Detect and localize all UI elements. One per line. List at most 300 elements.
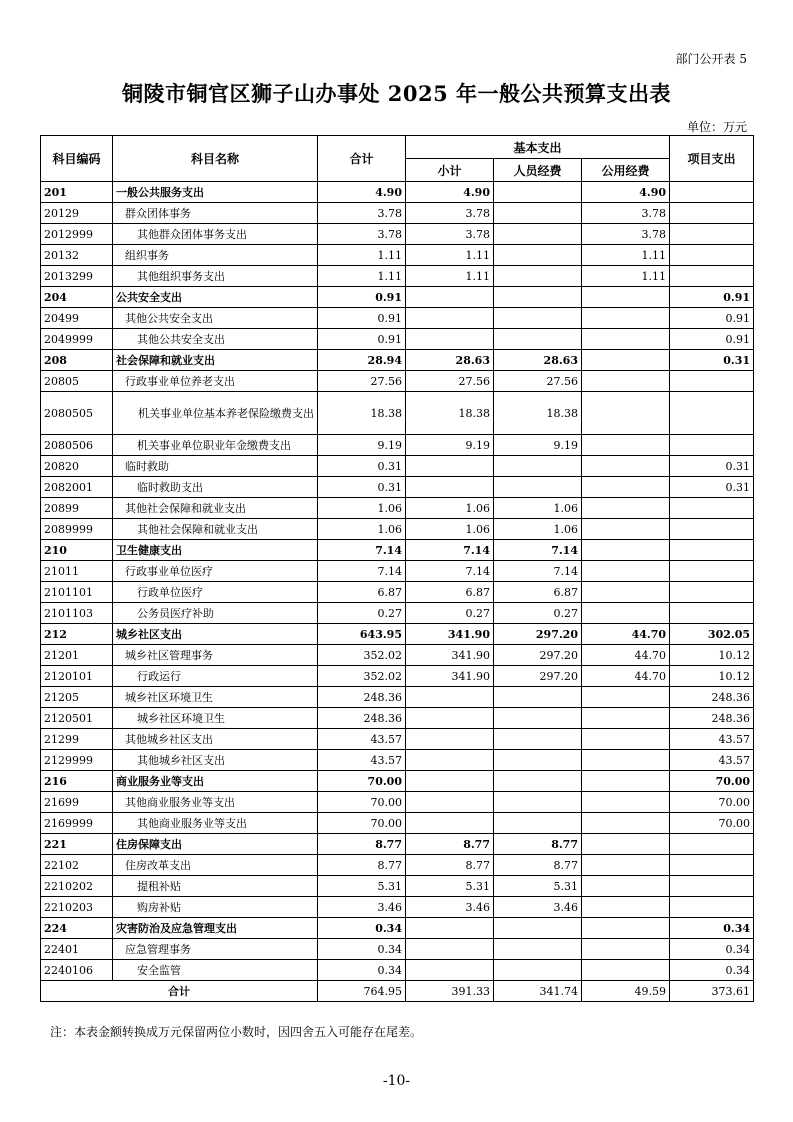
cell-name: 公共安全支出: [113, 287, 318, 308]
table-row: [41, 266, 754, 287]
col-code-header: 科目编码: [41, 136, 113, 182]
cell-project: [670, 603, 754, 624]
cell-code: 201: [41, 182, 113, 203]
cell-name: 其他组织事务支出: [113, 266, 318, 287]
cell-personnel: [494, 771, 582, 792]
cell-project: 0.91: [670, 308, 754, 329]
cell-public: [582, 582, 670, 603]
cell-public: [582, 750, 670, 771]
cell-project: 0.31: [670, 456, 754, 477]
cell-code: 224: [41, 918, 113, 939]
cell-subtotal: 341.90: [406, 645, 494, 666]
cell-project: 0.31: [670, 477, 754, 498]
col-total-header: 合计: [318, 136, 406, 182]
cell-subtotal: 341.90: [406, 624, 494, 645]
table-row: [41, 960, 754, 981]
table-row: [41, 203, 754, 224]
cell-project: 302.05: [670, 624, 754, 645]
cell-code: 20132: [41, 245, 113, 266]
cell-public: [582, 876, 670, 897]
cell-code: 2013299: [41, 266, 113, 287]
cell-code: 20805: [41, 371, 113, 392]
cell-subtotal: [406, 813, 494, 834]
cell-project: 0.91: [670, 287, 754, 308]
cell-subtotal: [406, 477, 494, 498]
cell-public: [582, 540, 670, 561]
cell-subtotal: 1.06: [406, 519, 494, 540]
cell-total: 0.34: [318, 960, 406, 981]
cell-personnel: [494, 939, 582, 960]
cell-code: 2210203: [41, 897, 113, 918]
cell-personnel: [494, 918, 582, 939]
cell-project: 70.00: [670, 792, 754, 813]
cell-total: 18.38: [318, 392, 406, 435]
total-project: 373.61: [670, 981, 754, 1002]
cell-subtotal: 9.19: [406, 435, 494, 456]
cell-code: 22102: [41, 855, 113, 876]
cell-name: 卫生健康支出: [113, 540, 318, 561]
table-row: [41, 771, 754, 792]
table-row: [41, 308, 754, 329]
cell-personnel: [494, 182, 582, 203]
cell-subtotal: 3.78: [406, 203, 494, 224]
cell-total: 8.77: [318, 834, 406, 855]
table-row: [41, 540, 754, 561]
cell-public: [582, 477, 670, 498]
table-row: [41, 897, 754, 918]
cell-subtotal: [406, 939, 494, 960]
cell-total: 1.06: [318, 498, 406, 519]
table-row: [41, 392, 754, 435]
cell-public: [582, 350, 670, 371]
cell-public: [582, 392, 670, 435]
cell-subtotal: 28.63: [406, 350, 494, 371]
cell-total: 1.11: [318, 266, 406, 287]
cell-personnel: 0.27: [494, 603, 582, 624]
cell-public: [582, 834, 670, 855]
cell-name: 城乡社区环境卫生: [113, 687, 318, 708]
cell-name: 购房补贴: [113, 897, 318, 918]
table-body: [41, 182, 754, 981]
cell-project: [670, 582, 754, 603]
cell-project: 0.91: [670, 329, 754, 350]
cell-public: [582, 960, 670, 981]
cell-personnel: 7.14: [494, 540, 582, 561]
cell-personnel: 1.06: [494, 498, 582, 519]
cell-code: 20820: [41, 456, 113, 477]
cell-name: 提租补贴: [113, 876, 318, 897]
cell-total: 0.31: [318, 456, 406, 477]
cell-project: [670, 540, 754, 561]
cell-name: 其他公共安全支出: [113, 308, 318, 329]
cell-project: [670, 203, 754, 224]
cell-code: 2210202: [41, 876, 113, 897]
cell-name: 临时救助支出: [113, 477, 318, 498]
budget-table: [40, 135, 754, 1002]
cell-subtotal: 18.38: [406, 392, 494, 435]
cell-name: 安全监管: [113, 960, 318, 981]
cell-public: [582, 435, 670, 456]
cell-name: 行政运行: [113, 666, 318, 687]
cell-personnel: 297.20: [494, 666, 582, 687]
cell-name: 其他城乡社区支出: [113, 750, 318, 771]
total-label: 合计: [41, 981, 318, 1002]
cell-public: [582, 308, 670, 329]
cell-public: [582, 729, 670, 750]
cell-total: 643.95: [318, 624, 406, 645]
table-row: [41, 329, 754, 350]
cell-code: 216: [41, 771, 113, 792]
cell-subtotal: [406, 918, 494, 939]
cell-code: 21699: [41, 792, 113, 813]
cell-project: [670, 392, 754, 435]
cell-personnel: 28.63: [494, 350, 582, 371]
cell-public: [582, 771, 670, 792]
col-basic-header: 基本支出: [406, 136, 670, 159]
cell-total: 0.91: [318, 329, 406, 350]
cell-public: 1.11: [582, 266, 670, 287]
cell-personnel: [494, 813, 582, 834]
cell-public: [582, 287, 670, 308]
cell-project: [670, 897, 754, 918]
cell-personnel: 1.06: [494, 519, 582, 540]
table-row: [41, 603, 754, 624]
cell-name: 其他商业服务业等支出: [113, 813, 318, 834]
cell-code: 208: [41, 350, 113, 371]
cell-public: 44.70: [582, 624, 670, 645]
cell-code: 20129: [41, 203, 113, 224]
cell-name: 行政事业单位养老支出: [113, 371, 318, 392]
unit-label: 单位：万元: [686, 120, 747, 134]
cell-subtotal: 0.27: [406, 603, 494, 624]
cell-total: 70.00: [318, 792, 406, 813]
col-name-header: 科目名称: [113, 136, 318, 182]
cell-total: 3.78: [318, 224, 406, 245]
cell-code: 2080506: [41, 435, 113, 456]
cell-project: 10.12: [670, 666, 754, 687]
cell-name: 灾害防治及应急管理支出: [113, 918, 318, 939]
cell-personnel: 3.46: [494, 897, 582, 918]
cell-code: 21205: [41, 687, 113, 708]
cell-personnel: 6.87: [494, 582, 582, 603]
cell-subtotal: 6.87: [406, 582, 494, 603]
cell-name: 其他社会保障和就业支出: [113, 498, 318, 519]
cell-personnel: [494, 477, 582, 498]
cell-code: 22401: [41, 939, 113, 960]
col-project-header: 项目支出: [670, 136, 754, 182]
table-row: [41, 729, 754, 750]
cell-public: [582, 855, 670, 876]
cell-code: 2120501: [41, 708, 113, 729]
cell-public: [582, 708, 670, 729]
table-row: [41, 245, 754, 266]
cell-code: 2169999: [41, 813, 113, 834]
cell-name: 城乡社区管理事务: [113, 645, 318, 666]
cell-public: 4.90: [582, 182, 670, 203]
table-row: [41, 708, 754, 729]
cell-total: 27.56: [318, 371, 406, 392]
cell-subtotal: [406, 960, 494, 981]
cell-project: 0.34: [670, 960, 754, 981]
cell-name: 城乡社区环境卫生: [113, 708, 318, 729]
cell-personnel: 9.19: [494, 435, 582, 456]
cell-name: 行政单位医疗: [113, 582, 318, 603]
cell-public: [582, 813, 670, 834]
cell-subtotal: [406, 456, 494, 477]
cell-subtotal: [406, 308, 494, 329]
cell-public: [582, 329, 670, 350]
table-row: [41, 561, 754, 582]
cell-personnel: [494, 329, 582, 350]
table-row: [41, 918, 754, 939]
cell-personnel: [494, 708, 582, 729]
table-row: [41, 750, 754, 771]
cell-name: 其他商业服务业等支出: [113, 792, 318, 813]
cell-code: 2129999: [41, 750, 113, 771]
cell-subtotal: 1.11: [406, 266, 494, 287]
table-row: [41, 456, 754, 477]
cell-name: 机关事业单位职业年金缴费支出: [113, 435, 318, 456]
cell-total: 0.34: [318, 918, 406, 939]
cell-name: 其他城乡社区支出: [113, 729, 318, 750]
cell-project: [670, 876, 754, 897]
cell-personnel: 8.77: [494, 855, 582, 876]
cell-public: [582, 603, 670, 624]
table-row: [41, 182, 754, 203]
cell-total: 28.94: [318, 350, 406, 371]
table-row: [41, 645, 754, 666]
table-tag: 部门公开表 5: [675, 52, 747, 66]
cell-project: 70.00: [670, 813, 754, 834]
cell-code: 221: [41, 834, 113, 855]
cell-project: [670, 266, 754, 287]
table-row: [41, 624, 754, 645]
cell-personnel: 5.31: [494, 876, 582, 897]
cell-code: 212: [41, 624, 113, 645]
cell-subtotal: 1.06: [406, 498, 494, 519]
cell-subtotal: [406, 708, 494, 729]
footnote: 注：本表金额转换成万元保留两位小数时，因四舍五入可能存在尾差。: [50, 1025, 423, 1039]
cell-subtotal: 27.56: [406, 371, 494, 392]
cell-personnel: [494, 687, 582, 708]
table-row: [41, 350, 754, 371]
table-row: [41, 855, 754, 876]
cell-total: 70.00: [318, 771, 406, 792]
cell-total: 3.78: [318, 203, 406, 224]
cell-code: 2120101: [41, 666, 113, 687]
cell-public: 44.70: [582, 666, 670, 687]
cell-name: 其他社会保障和就业支出: [113, 519, 318, 540]
cell-code: 2049999: [41, 329, 113, 350]
cell-total: 0.31: [318, 477, 406, 498]
table-row: [41, 498, 754, 519]
cell-code: 21201: [41, 645, 113, 666]
table-row: [41, 582, 754, 603]
table-row: [41, 834, 754, 855]
table-row: [41, 287, 754, 308]
cell-project: 0.34: [670, 918, 754, 939]
cell-subtotal: [406, 771, 494, 792]
cell-subtotal: 7.14: [406, 540, 494, 561]
table-row: [41, 519, 754, 540]
cell-project: 0.34: [670, 939, 754, 960]
cell-project: [670, 855, 754, 876]
cell-name: 其他公共安全支出: [113, 329, 318, 350]
cell-personnel: 27.56: [494, 371, 582, 392]
total-row: [41, 981, 754, 1002]
cell-personnel: [494, 750, 582, 771]
cell-personnel: [494, 245, 582, 266]
cell-subtotal: 341.90: [406, 666, 494, 687]
table-row: [41, 876, 754, 897]
cell-subtotal: 8.77: [406, 855, 494, 876]
cell-total: 5.31: [318, 876, 406, 897]
cell-total: 43.57: [318, 729, 406, 750]
cell-name: 公务员医疗补助: [113, 603, 318, 624]
cell-public: [582, 792, 670, 813]
cell-total: 0.91: [318, 287, 406, 308]
total-total: 764.95: [318, 981, 406, 1002]
cell-name: 商业服务业等支出: [113, 771, 318, 792]
cell-personnel: [494, 308, 582, 329]
cell-code: 20499: [41, 308, 113, 329]
cell-code: 21011: [41, 561, 113, 582]
cell-name: 行政事业单位医疗: [113, 561, 318, 582]
cell-subtotal: 3.78: [406, 224, 494, 245]
cell-total: 248.36: [318, 708, 406, 729]
cell-code: 2082001: [41, 477, 113, 498]
cell-code: 2101101: [41, 582, 113, 603]
cell-total: 1.11: [318, 245, 406, 266]
col-public-header: 公用经费: [582, 159, 670, 182]
cell-project: [670, 519, 754, 540]
cell-code: 210: [41, 540, 113, 561]
cell-name: 住房保障支出: [113, 834, 318, 855]
cell-project: [670, 245, 754, 266]
table-row: [41, 939, 754, 960]
cell-code: 2080505: [41, 392, 113, 435]
table-row: [41, 666, 754, 687]
table-header: [41, 136, 754, 182]
table-row: [41, 792, 754, 813]
cell-project: [670, 224, 754, 245]
cell-name: 住房改革支出: [113, 855, 318, 876]
table-row: [41, 477, 754, 498]
cell-code: 2089999: [41, 519, 113, 540]
cell-public: 3.78: [582, 224, 670, 245]
cell-public: [582, 897, 670, 918]
cell-personnel: 297.20: [494, 645, 582, 666]
cell-project: 0.31: [670, 350, 754, 371]
cell-project: 248.36: [670, 708, 754, 729]
cell-name: 城乡社区支出: [113, 624, 318, 645]
cell-subtotal: 8.77: [406, 834, 494, 855]
cell-subtotal: [406, 687, 494, 708]
cell-personnel: [494, 287, 582, 308]
cell-personnel: [494, 203, 582, 224]
cell-subtotal: [406, 329, 494, 350]
cell-project: 248.36: [670, 687, 754, 708]
cell-project: [670, 498, 754, 519]
cell-code: 2101103: [41, 603, 113, 624]
cell-project: [670, 834, 754, 855]
cell-public: [582, 498, 670, 519]
cell-personnel: 18.38: [494, 392, 582, 435]
cell-total: 8.77: [318, 855, 406, 876]
cell-personnel: [494, 224, 582, 245]
cell-project: [670, 561, 754, 582]
cell-total: 7.14: [318, 540, 406, 561]
table-row: [41, 371, 754, 392]
cell-public: [582, 456, 670, 477]
cell-subtotal: 3.46: [406, 897, 494, 918]
cell-public: [582, 519, 670, 540]
cell-subtotal: [406, 287, 494, 308]
cell-project: 70.00: [670, 771, 754, 792]
col-personnel-header: 人员经费: [494, 159, 582, 182]
cell-subtotal: 4.90: [406, 182, 494, 203]
cell-public: [582, 918, 670, 939]
cell-name: 社会保障和就业支出: [113, 350, 318, 371]
cell-public: 1.11: [582, 245, 670, 266]
document-title: 铜陵市铜官区狮子山办事处 2025 年一般公共预算支出表: [121, 81, 672, 106]
cell-project: [670, 435, 754, 456]
total-personnel: 341.74: [494, 981, 582, 1002]
cell-personnel: [494, 960, 582, 981]
cell-personnel: 8.77: [494, 834, 582, 855]
cell-name: 机关事业单位基本养老保险缴费支出: [113, 392, 318, 435]
cell-total: 7.14: [318, 561, 406, 582]
cell-name: 应急管理事务: [113, 939, 318, 960]
cell-personnel: [494, 792, 582, 813]
cell-total: 70.00: [318, 813, 406, 834]
cell-project: 43.57: [670, 729, 754, 750]
cell-total: 248.36: [318, 687, 406, 708]
table-row: [41, 224, 754, 245]
cell-public: [582, 939, 670, 960]
cell-public: [582, 561, 670, 582]
cell-public: 3.78: [582, 203, 670, 224]
cell-total: 6.87: [318, 582, 406, 603]
cell-public: 44.70: [582, 645, 670, 666]
cell-personnel: [494, 729, 582, 750]
cell-code: 20899: [41, 498, 113, 519]
cell-subtotal: 7.14: [406, 561, 494, 582]
cell-code: 204: [41, 287, 113, 308]
total-public: 49.59: [582, 981, 670, 1002]
cell-name: 群众团体事务: [113, 203, 318, 224]
cell-personnel: [494, 266, 582, 287]
total-subtotal: 391.33: [406, 981, 494, 1002]
cell-code: 2240106: [41, 960, 113, 981]
cell-name: 临时救助: [113, 456, 318, 477]
cell-project: [670, 182, 754, 203]
cell-total: 352.02: [318, 666, 406, 687]
cell-total: 352.02: [318, 645, 406, 666]
cell-name: 组织事务: [113, 245, 318, 266]
cell-total: 0.91: [318, 308, 406, 329]
cell-total: 0.34: [318, 939, 406, 960]
cell-project: 10.12: [670, 645, 754, 666]
cell-subtotal: [406, 729, 494, 750]
cell-total: 9.19: [318, 435, 406, 456]
cell-subtotal: 5.31: [406, 876, 494, 897]
page-number: -10-: [382, 1073, 411, 1089]
cell-name: 其他群众团体事务支出: [113, 224, 318, 245]
cell-project: 43.57: [670, 750, 754, 771]
cell-subtotal: [406, 792, 494, 813]
cell-code: 21299: [41, 729, 113, 750]
